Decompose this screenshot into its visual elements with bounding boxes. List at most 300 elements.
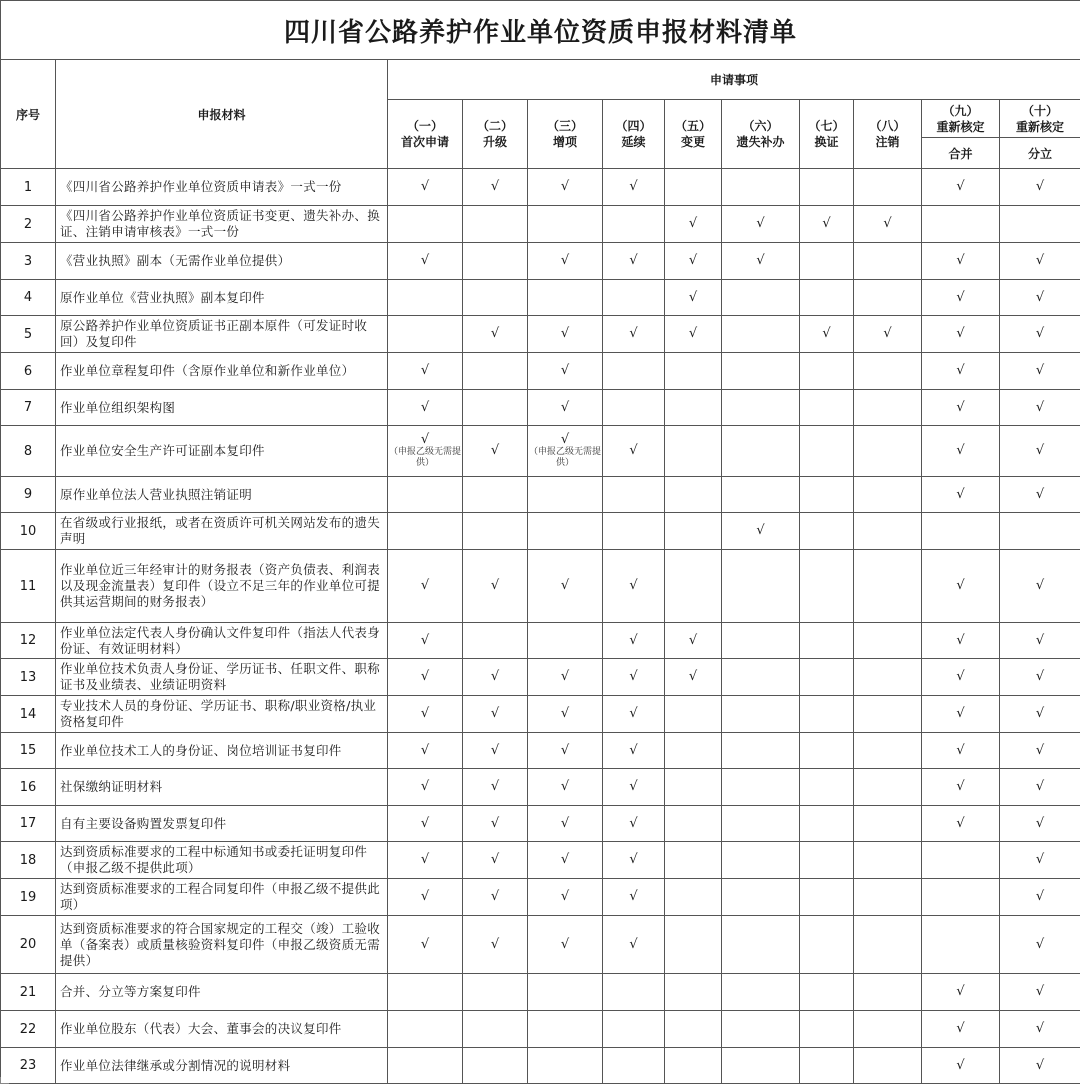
row-material: 原作业单位《营业执照》副本复印件 — [56, 280, 388, 316]
check-cell — [854, 206, 922, 243]
check-cell — [463, 316, 528, 353]
check-mark: √ — [665, 327, 721, 341]
row-index: 20 — [1, 916, 56, 974]
check-cell — [854, 733, 922, 769]
check-cell — [388, 879, 463, 916]
check-cell — [854, 426, 922, 477]
check-cell — [922, 550, 1000, 623]
check-cell — [463, 1048, 528, 1084]
check-cell — [665, 1011, 722, 1048]
col-header-add-item: （三） 增项 — [528, 100, 603, 169]
check-mark: √ — [463, 744, 527, 758]
col-header-lost-reissue: （六） 遗失补办 — [722, 100, 800, 169]
check-mark: √ — [1000, 938, 1080, 952]
check-mark: √ — [388, 744, 462, 758]
check-mark: √ — [1000, 1059, 1080, 1073]
check-mark: √ — [463, 938, 527, 952]
check-cell — [388, 477, 463, 513]
check-cell — [854, 974, 922, 1011]
check-cell — [722, 1011, 800, 1048]
check-mark: √ — [528, 853, 602, 867]
row-material: 在省级或行业报纸，或者在资质许可机关网站发布的遗失声明 — [56, 513, 388, 550]
check-mark: √ — [800, 327, 853, 341]
table-row — [1, 477, 1080, 513]
check-mark: √ — [922, 401, 999, 415]
check-cell — [528, 390, 603, 426]
check-mark: √ — [922, 1059, 999, 1073]
check-cell — [528, 879, 603, 916]
check-cell — [388, 842, 463, 879]
check-cell — [722, 1048, 800, 1084]
check-cell — [528, 169, 603, 206]
check-cell — [1000, 426, 1080, 477]
check-cell — [800, 1048, 854, 1084]
row-material: 达到资质标准要求的工程合同复印件（申报乙级不提供此项） — [56, 879, 388, 916]
check-cell — [722, 842, 800, 879]
table-row — [1, 513, 1080, 550]
check-cell — [528, 769, 603, 806]
check-cell — [603, 550, 665, 623]
check-cell — [603, 806, 665, 842]
check-mark: √ — [922, 817, 999, 831]
check-mark: √ — [854, 217, 921, 231]
check-mark: √ — [1000, 707, 1080, 721]
check-cell — [665, 353, 722, 390]
col-header-replace: （七） 换证 — [800, 100, 854, 169]
check-cell — [854, 806, 922, 842]
check-mark: √ — [388, 433, 462, 447]
check-cell — [665, 426, 722, 477]
check-cell — [388, 316, 463, 353]
check-cell — [603, 733, 665, 769]
check-cell — [665, 280, 722, 316]
check-cell — [854, 696, 922, 733]
check-cell — [665, 316, 722, 353]
check-cell — [603, 206, 665, 243]
check-mark: √ — [922, 364, 999, 378]
check-mark: √ — [528, 780, 602, 794]
table-row — [1, 1011, 1080, 1048]
check-cell — [854, 243, 922, 280]
row-material: 《四川省公路养护作业单位资质申请表》一式一份 — [56, 169, 388, 206]
check-mark: √ — [1000, 634, 1080, 648]
check-cell — [388, 1048, 463, 1084]
check-mark: √ — [1000, 327, 1080, 341]
row-material: 原公路养护作业单位资质证书正副本原件（可发证时收回）及复印件 — [56, 316, 388, 353]
check-cell — [1000, 842, 1080, 879]
check-mark: √ — [603, 890, 664, 904]
check-cell — [528, 353, 603, 390]
check-cell — [603, 696, 665, 733]
check-cell — [463, 206, 528, 243]
check-cell — [463, 426, 528, 477]
check-cell — [528, 916, 603, 974]
check-mark: √ — [665, 670, 721, 684]
check-cell — [665, 733, 722, 769]
row-index: 8 — [1, 426, 56, 477]
check-mark: √ — [463, 817, 527, 831]
check-cell — [528, 513, 603, 550]
check-cell — [603, 477, 665, 513]
check-cell — [1000, 206, 1080, 243]
table-row — [1, 353, 1080, 390]
check-cell — [388, 280, 463, 316]
check-mark: √ — [922, 744, 999, 758]
check-cell — [800, 206, 854, 243]
check-mark: √ — [603, 634, 664, 648]
row-index: 15 — [1, 733, 56, 769]
check-mark: √ — [388, 938, 462, 952]
check-mark: √ — [603, 180, 664, 194]
row-material: 合并、分立等方案复印件 — [56, 974, 388, 1011]
check-cell — [922, 316, 1000, 353]
table-row — [1, 696, 1080, 733]
col-header-first-apply: （一） 首次申请 — [388, 100, 463, 169]
check-cell — [922, 477, 1000, 513]
check-cell — [722, 733, 800, 769]
table-row — [1, 206, 1080, 243]
check-mark: √ — [800, 217, 853, 231]
index-header: 序号 — [1, 60, 56, 169]
row-material: 作业单位法定代表人身份确认文件复印件（指法人代表身份证、有效证明材料） — [56, 623, 388, 659]
check-cell — [463, 280, 528, 316]
check-cell — [722, 879, 800, 916]
check-mark: √ — [603, 744, 664, 758]
check-cell — [722, 426, 800, 477]
check-cell — [800, 353, 854, 390]
check-cell — [922, 426, 1000, 477]
check-cell — [722, 916, 800, 974]
check-mark: √ — [1000, 780, 1080, 794]
check-mark: √ — [922, 327, 999, 341]
check-cell — [800, 974, 854, 1011]
check-cell — [528, 842, 603, 879]
check-mark: √ — [528, 401, 602, 415]
row-index: 18 — [1, 842, 56, 879]
check-mark: √ — [922, 488, 999, 502]
check-cell — [528, 426, 603, 477]
check-mark: √ — [722, 524, 799, 538]
check-cell — [1000, 916, 1080, 974]
check-mark: √ — [528, 433, 602, 447]
table-row — [1, 390, 1080, 426]
check-cell — [722, 477, 800, 513]
check-mark: √ — [665, 634, 721, 648]
row-index: 6 — [1, 353, 56, 390]
check-cell — [922, 974, 1000, 1011]
check-cell — [603, 1011, 665, 1048]
row-index: 11 — [1, 550, 56, 623]
check-cell — [922, 806, 1000, 842]
check-cell — [388, 550, 463, 623]
col-header-renewal: （四） 延续 — [603, 100, 665, 169]
check-mark: √ — [603, 670, 664, 684]
check-cell — [665, 974, 722, 1011]
check-cell — [854, 477, 922, 513]
check-cell — [463, 243, 528, 280]
check-cell — [463, 733, 528, 769]
row-index: 23 — [1, 1048, 56, 1084]
check-cell — [722, 769, 800, 806]
check-cell — [722, 696, 800, 733]
grade-b-note: （申报乙级无需提供） — [388, 447, 462, 469]
check-cell — [800, 1011, 854, 1048]
table-row — [1, 842, 1080, 879]
check-cell — [603, 280, 665, 316]
check-cell — [922, 842, 1000, 879]
check-cell — [463, 769, 528, 806]
check-cell — [800, 659, 854, 696]
check-mark: √ — [603, 853, 664, 867]
row-index: 14 — [1, 696, 56, 733]
table-row — [1, 733, 1080, 769]
table-row — [1, 243, 1080, 280]
row-material: 作业单位股东（代表）大会、董事会的决议复印件 — [56, 1011, 388, 1048]
check-cell — [388, 1011, 463, 1048]
check-cell — [463, 513, 528, 550]
check-cell — [388, 206, 463, 243]
check-cell — [722, 169, 800, 206]
check-mark: √ — [922, 579, 999, 593]
row-index: 5 — [1, 316, 56, 353]
check-cell — [922, 623, 1000, 659]
check-mark: √ — [1000, 890, 1080, 904]
check-mark: √ — [665, 291, 721, 305]
check-mark: √ — [463, 180, 527, 194]
table-row — [1, 769, 1080, 806]
check-cell — [1000, 769, 1080, 806]
row-index: 7 — [1, 390, 56, 426]
row-index: 2 — [1, 206, 56, 243]
row-material: 作业单位技术负责人身份证、学历证书、任职文件、职称证书及业绩表、业绩证明资料 — [56, 659, 388, 696]
check-cell — [603, 1048, 665, 1084]
check-cell — [922, 879, 1000, 916]
check-cell — [528, 659, 603, 696]
check-mark: √ — [388, 780, 462, 794]
check-cell — [1000, 353, 1080, 390]
check-cell — [665, 206, 722, 243]
check-cell — [1000, 280, 1080, 316]
check-cell — [1000, 390, 1080, 426]
check-mark: √ — [603, 254, 664, 268]
row-index: 16 — [1, 769, 56, 806]
check-cell — [463, 623, 528, 659]
check-cell — [854, 623, 922, 659]
check-mark: √ — [528, 707, 602, 721]
row-index: 13 — [1, 659, 56, 696]
check-cell — [1000, 879, 1080, 916]
check-cell — [463, 477, 528, 513]
grade-b-note: （申报乙级无需提供） — [528, 447, 602, 469]
check-cell — [854, 879, 922, 916]
check-cell — [922, 659, 1000, 696]
check-cell — [854, 769, 922, 806]
row-index: 17 — [1, 806, 56, 842]
check-cell — [722, 550, 800, 623]
check-cell — [922, 243, 1000, 280]
check-cell — [665, 513, 722, 550]
table-row — [1, 316, 1080, 353]
check-cell — [854, 169, 922, 206]
check-cell — [388, 733, 463, 769]
check-mark: √ — [603, 579, 664, 593]
check-mark: √ — [1000, 853, 1080, 867]
check-mark: √ — [1000, 444, 1080, 458]
check-mark: √ — [922, 634, 999, 648]
check-mark: √ — [1000, 254, 1080, 268]
check-cell — [528, 1048, 603, 1084]
table-row — [1, 879, 1080, 916]
table-row — [1, 1048, 1080, 1084]
check-mark: √ — [1000, 579, 1080, 593]
check-cell — [922, 733, 1000, 769]
check-cell — [800, 169, 854, 206]
check-cell — [665, 550, 722, 623]
check-cell — [665, 243, 722, 280]
check-cell — [800, 623, 854, 659]
check-cell — [388, 169, 463, 206]
check-cell — [1000, 243, 1080, 280]
check-cell — [603, 623, 665, 659]
col-subheader-split: 分立 — [1000, 138, 1080, 169]
check-cell — [665, 842, 722, 879]
check-mark: √ — [388, 853, 462, 867]
table-row — [1, 806, 1080, 842]
row-material: 作业单位组织架构图 — [56, 390, 388, 426]
check-cell — [463, 353, 528, 390]
check-cell — [800, 513, 854, 550]
check-cell — [463, 879, 528, 916]
check-cell — [528, 550, 603, 623]
table-body — [1, 169, 1080, 1084]
check-cell — [800, 550, 854, 623]
check-cell — [800, 243, 854, 280]
check-mark: √ — [528, 670, 602, 684]
check-mark: √ — [922, 180, 999, 194]
check-mark: √ — [388, 254, 462, 268]
check-cell — [1000, 513, 1080, 550]
check-cell — [603, 842, 665, 879]
col-header-change: （五） 变更 — [665, 100, 722, 169]
check-cell — [722, 390, 800, 426]
check-cell — [463, 974, 528, 1011]
check-mark: √ — [528, 938, 602, 952]
check-cell — [854, 280, 922, 316]
check-mark: √ — [463, 444, 527, 458]
row-material: 作业单位法律继承或分割情况的说明材料 — [56, 1048, 388, 1084]
check-mark: √ — [1000, 364, 1080, 378]
row-material: 达到资质标准要求的符合国家规定的工程交（竣）工验收单（备案表）或质量核验资料复印件（申报乙级资质无需提供） — [56, 916, 388, 974]
table-row — [1, 623, 1080, 659]
col-header-cancel: （八） 注销 — [854, 100, 922, 169]
check-cell — [603, 390, 665, 426]
check-cell — [922, 280, 1000, 316]
check-cell — [388, 390, 463, 426]
check-cell — [800, 806, 854, 842]
check-cell — [722, 280, 800, 316]
row-index: 22 — [1, 1011, 56, 1048]
check-cell — [800, 696, 854, 733]
check-cell — [665, 659, 722, 696]
check-mark: √ — [922, 291, 999, 305]
table-row — [1, 659, 1080, 696]
check-mark: √ — [388, 579, 462, 593]
check-mark: √ — [463, 670, 527, 684]
check-cell — [388, 769, 463, 806]
check-cell — [722, 206, 800, 243]
check-cell — [1000, 733, 1080, 769]
material-header: 申报材料 — [56, 60, 388, 169]
check-cell — [603, 974, 665, 1011]
check-mark: √ — [463, 853, 527, 867]
check-cell — [1000, 623, 1080, 659]
check-cell — [722, 659, 800, 696]
table-row — [1, 916, 1080, 974]
check-mark: √ — [528, 327, 602, 341]
check-mark: √ — [603, 938, 664, 952]
check-mark: √ — [528, 890, 602, 904]
check-cell — [722, 806, 800, 842]
check-mark: √ — [922, 780, 999, 794]
check-cell — [665, 477, 722, 513]
row-material: 专业技术人员的身份证、学历证书、职称/职业资格/执业资格复印件 — [56, 696, 388, 733]
check-mark: √ — [388, 180, 462, 194]
check-cell — [388, 916, 463, 974]
check-cell — [722, 316, 800, 353]
row-material: 作业单位近三年经审计的财务报表（资产负债表、利润表以及现金流量表）复印件（设立不足三年的作业单位可提供其运营期间的财务报表） — [56, 550, 388, 623]
check-cell — [603, 316, 665, 353]
check-cell — [528, 733, 603, 769]
check-cell — [463, 806, 528, 842]
check-mark: √ — [528, 579, 602, 593]
check-mark: √ — [1000, 985, 1080, 999]
check-cell — [388, 659, 463, 696]
check-cell — [1000, 659, 1080, 696]
check-cell — [922, 916, 1000, 974]
check-cell — [854, 1048, 922, 1084]
check-cell — [922, 206, 1000, 243]
col-header-reverify-split: （十） 重新核定 — [1000, 100, 1080, 138]
row-index: 9 — [1, 477, 56, 513]
check-mark: √ — [388, 670, 462, 684]
table-row — [1, 550, 1080, 623]
table-row — [1, 426, 1080, 477]
check-cell — [800, 916, 854, 974]
check-mark: √ — [463, 890, 527, 904]
check-cell — [665, 769, 722, 806]
check-cell — [388, 806, 463, 842]
check-cell — [463, 169, 528, 206]
check-cell — [922, 513, 1000, 550]
check-cell — [603, 659, 665, 696]
check-cell — [388, 353, 463, 390]
check-cell — [722, 974, 800, 1011]
check-cell — [1000, 550, 1080, 623]
row-index: 12 — [1, 623, 56, 659]
check-cell — [1000, 316, 1080, 353]
check-cell — [722, 623, 800, 659]
row-material: 自有主要设备购置发票复印件 — [56, 806, 388, 842]
check-cell — [1000, 169, 1080, 206]
check-cell — [922, 1048, 1000, 1084]
table-row — [1, 280, 1080, 316]
row-index: 21 — [1, 974, 56, 1011]
check-mark: √ — [854, 327, 921, 341]
check-mark: √ — [922, 707, 999, 721]
check-mark: √ — [922, 254, 999, 268]
check-mark: √ — [388, 817, 462, 831]
check-cell — [528, 623, 603, 659]
